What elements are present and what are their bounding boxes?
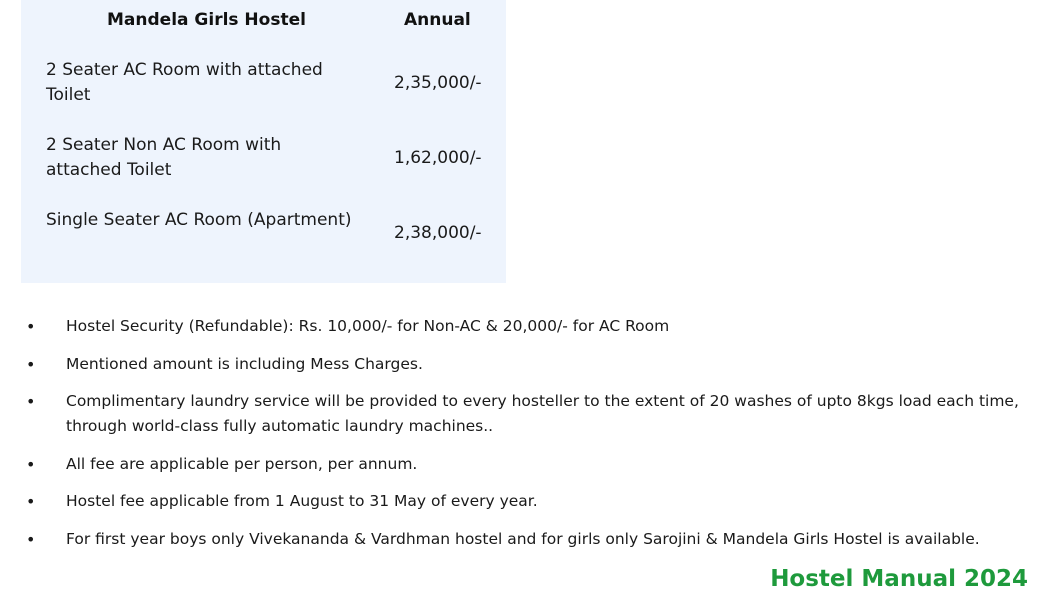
- note-text: For first year boys only Vivekananda & Vardhman hostel and for girls only Sarojini & Mandela Girls Hostel is available.: [66, 530, 980, 548]
- fee-table: [21, 0, 506, 283]
- bullet: •: [26, 530, 36, 549]
- note-text: Mentioned amount is including Mess Charges.: [66, 355, 423, 373]
- note-text: Hostel Security (Refundable): Rs. 10,000/- for Non-AC & 20,000/- for AC Room: [66, 317, 670, 335]
- note-text: All fee are applicable per person, per annum.: [66, 455, 418, 473]
- table-header-annual: Annual: [404, 10, 471, 30]
- annual-fee: 2,35,000/-: [394, 73, 482, 93]
- annual-fee: 2,38,000/-: [394, 223, 482, 243]
- table-row: [21, 58, 506, 118]
- room-type: 2 Seater Non AC Room with attached Toilet: [46, 135, 282, 180]
- bullet: •: [26, 455, 36, 474]
- annual-fee: 1,62,000/-: [394, 148, 482, 168]
- bullet: •: [26, 492, 36, 511]
- note-text: Hostel fee applicable from 1 August to 31 May of every year.: [66, 492, 538, 510]
- bullet: •: [26, 392, 36, 411]
- bullet: •: [26, 355, 36, 374]
- room-type: Single Seater AC Room (Apartment): [46, 210, 352, 230]
- manual-title: Hostel Manual 2024: [770, 566, 1028, 592]
- note-text: Complimentary laundry service will be provided to every hosteller to the extent of 20 washes of upto 8kgs load each time, through world-class fully automatic laundry machines..: [66, 392, 1019, 435]
- bullet: •: [26, 317, 36, 336]
- table-header-hostel-name: Mandela Girls Hostel: [107, 10, 306, 30]
- table-row: [21, 133, 506, 193]
- room-type: 2 Seater AC Room with attached Toilet: [46, 60, 323, 105]
- table-row: [21, 208, 506, 268]
